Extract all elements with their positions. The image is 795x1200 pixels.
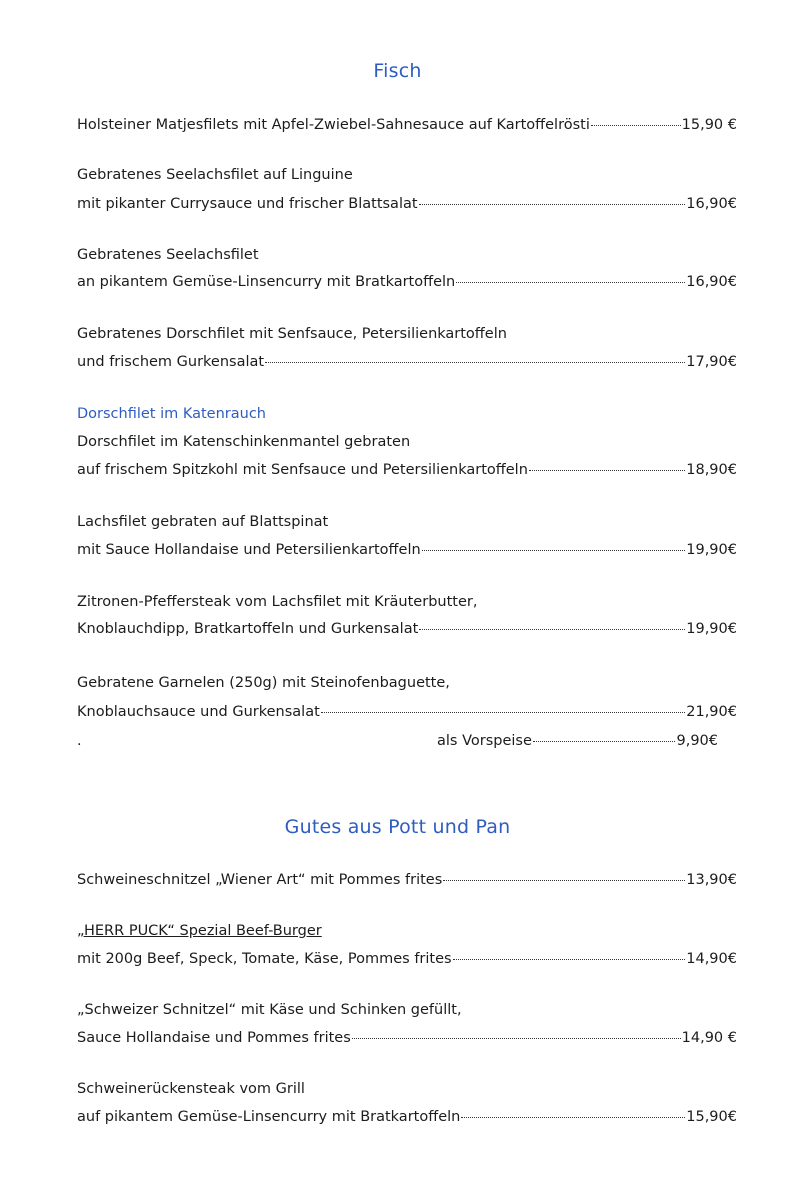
item-title-wrap <box>77 920 737 942</box>
menu-item-seelachs-curry <box>77 271 737 293</box>
section-heading-fisch: Fisch <box>373 60 422 82</box>
item-price: 18,90€ <box>686 462 737 478</box>
item-price: 17,90€ <box>686 354 737 370</box>
leader-dots <box>591 125 681 126</box>
item-price: 19,90€ <box>686 542 737 558</box>
item-description: Knoblauchsauce und Gurkensalat <box>77 704 320 720</box>
item-title: „Schweizer Schnitzel“ mit Käse und Schinken gefüllt, <box>77 1002 462 1018</box>
item-description: als Vorspeise <box>437 733 532 749</box>
item-description: Holsteiner Matjesfilets mit Apfel-Zwiebel-Sahnesauce auf Kartoffelrösti <box>77 117 590 133</box>
item-description: mit pikanter Currysauce und frischer Blattsalat <box>77 196 418 212</box>
leader-dots <box>456 282 685 283</box>
item-title: Lachsfilet gebraten auf Blattspinat <box>77 514 329 530</box>
menu-item-wiener <box>77 869 737 891</box>
menu-item-seelachs-linguine <box>77 193 737 215</box>
leader-dots <box>419 629 685 630</box>
item-price: 14,90€ <box>686 951 737 967</box>
leader-dots <box>461 1117 685 1118</box>
item-description: auf pikantem Gemüse-Linsencurry mit Bratkartoffeln <box>77 1109 461 1125</box>
leader-dots <box>422 550 686 551</box>
item-description: mit Sauce Hollandaise und Petersilienkartoffeln <box>77 542 421 558</box>
item-title: Gebratenes Seelachsfilet <box>77 247 259 263</box>
item-price: 13,90€ <box>686 872 737 888</box>
item-description: auf frischem Spitzkohl mit Senfsauce und Petersilienkartoffeln <box>77 462 528 478</box>
item-description: Schweineschnitzel „Wiener Art“ mit Pommes frites <box>77 872 443 888</box>
menu-item-garnelen-vorspeise <box>437 730 718 752</box>
menu-item-dorsch-senf <box>77 351 737 373</box>
menu-item-pfeffersteak <box>77 618 737 640</box>
item-title: Zitronen-Pfeffersteak vom Lachsfilet mit Kräuterbutter, <box>77 594 478 610</box>
item-price: 9,90€ <box>676 733 718 749</box>
stray-dot: . <box>77 733 82 749</box>
item-subheading: Dorschfilet im Katenrauch <box>77 406 266 422</box>
leader-dots <box>352 1038 681 1039</box>
item-description: Sauce Hollandaise und Pommes frites <box>77 1030 351 1046</box>
leader-dots <box>419 204 686 205</box>
item-title: Gebratenes Dorschfilet mit Senfsauce, Petersilienkartoffeln <box>77 326 507 342</box>
item-description: mit 200g Beef, Speck, Tomate, Käse, Pommes frites <box>77 951 452 967</box>
leader-dots <box>265 362 685 363</box>
leader-dots <box>453 959 686 960</box>
menu-item-schweizer <box>77 1027 737 1049</box>
item-price: 15,90€ <box>686 1109 737 1125</box>
item-price: 16,90€ <box>686 274 737 290</box>
leader-dots <box>533 741 676 742</box>
item-title: Dorschfilet im Katenschinkenmantel gebraten <box>77 434 411 450</box>
item-description: Knoblauchdipp, Bratkartoffeln und Gurkensalat <box>77 621 419 637</box>
item-price: 14,90 € <box>681 1030 737 1046</box>
item-title: Gebratene Garnelen (250g) mit Steinofenbaguette, <box>77 675 450 691</box>
menu-item-lachs-blattspinat <box>77 539 737 561</box>
section-heading-pott-und-pan: Gutes aus Pott und Pan <box>284 816 511 838</box>
item-title: Schweinerückensteak vom Grill <box>77 1081 305 1097</box>
menu-item-garnelen <box>77 701 737 723</box>
item-description: an pikantem Gemüse-Linsencurry mit Bratkartoffeln <box>77 274 456 290</box>
leader-dots <box>443 880 685 881</box>
menu-item-matjes <box>77 114 737 136</box>
leader-dots <box>321 712 685 713</box>
item-price: 16,90€ <box>686 196 737 212</box>
item-title: „HERR PUCK“ Spezial Beef-Burger <box>77 923 322 939</box>
item-price: 19,90€ <box>686 621 737 637</box>
leader-dots <box>529 470 685 471</box>
item-price: 15,90 € <box>681 117 737 133</box>
item-description: und frischem Gurkensalat <box>77 354 265 370</box>
menu-item-dorsch-katenrauch <box>77 459 737 481</box>
item-price: 21,90€ <box>686 704 737 720</box>
item-title: Gebratenes Seelachsfilet auf Linguine <box>77 167 353 183</box>
menu-item-rueckensteak <box>77 1106 737 1128</box>
menu-item-burger <box>77 948 737 970</box>
